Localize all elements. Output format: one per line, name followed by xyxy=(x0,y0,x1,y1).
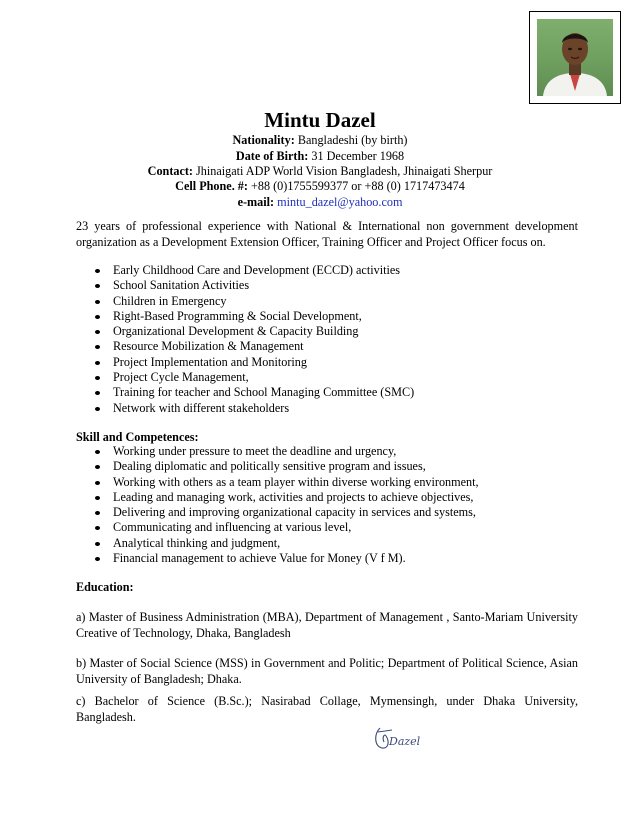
skill-item: Dealing diplomatic and politically sensitive program and issues, xyxy=(92,459,479,474)
dob-value: 31 December 1968 xyxy=(308,149,405,163)
dob-line xyxy=(60,148,580,164)
education-item: a) Master of Business Administration (MBA), Department of Management , Santo-Mariam University Creative of Technology, Dhaka, Bangladesh xyxy=(76,610,578,640)
nationality-label: Nationality: xyxy=(232,133,295,147)
skills-list xyxy=(92,444,479,566)
contact-line xyxy=(60,163,580,179)
skill-item: Leading and managing work, activities and projects to achieve objectives, xyxy=(92,490,479,505)
focus-area-item: Resource Mobilization & Management xyxy=(92,339,414,354)
dob-label: Date of Birth: xyxy=(235,149,309,163)
focus-area-item: Early Childhood Care and Development (ECCD) activities xyxy=(92,263,414,278)
nationality-value: Bangladeshi (by birth) xyxy=(294,133,408,147)
skill-item: Working under pressure to meet the deadline and urgency, xyxy=(92,444,479,459)
skill-item: Working with others as a team player within diverse working environment, xyxy=(92,475,479,490)
email-line xyxy=(60,194,580,210)
profile-photo xyxy=(537,19,613,96)
education-item: c) Bachelor of Science (B.Sc.); Nasirabad Collage, Mymensingh, under Dhaka University, Bangladesh. xyxy=(76,694,578,724)
education-heading: Education: xyxy=(76,580,134,594)
focus-area-item: Project Cycle Management, xyxy=(92,370,414,385)
skill-item: Communicating and influencing at various level, xyxy=(92,520,479,535)
profile-photo-frame xyxy=(529,11,621,104)
phone-value: +88 (0)1755599377 or +88 (0) 1717473474 xyxy=(247,179,465,193)
focus-area-item: Children in Emergency xyxy=(92,294,414,309)
email-label: e-mail: xyxy=(237,195,275,209)
signature-text: Dazel xyxy=(389,735,421,748)
focus-area-item: Training for teacher and School Managing Committee (SMC) xyxy=(92,385,414,400)
email-link[interactable]: mintu_dazel@yahoo.com xyxy=(274,195,403,209)
candidate-name: Mintu Dazel xyxy=(264,108,376,132)
focus-area-item: Right-Based Programming & Social Development, xyxy=(92,309,414,324)
skill-item: Analytical thinking and judgment, xyxy=(92,536,479,551)
skill-item: Financial management to achieve Value for Money (V f M). xyxy=(92,551,479,566)
focus-area-list xyxy=(92,263,414,416)
focus-area-item: Project Implementation and Monitoring xyxy=(92,355,414,370)
education-item: b) Master of Social Science (MSS) in Government and Politic; Department of Political Science, Asian University of Bangladesh; Dhaka. xyxy=(76,656,578,686)
skill-item: Delivering and improving organizational capacity in services and systems, xyxy=(92,505,479,520)
portrait-illustration xyxy=(537,19,613,96)
focus-area-item: Network with different stakeholders xyxy=(92,401,414,416)
phone-label: Cell Phone. #: xyxy=(175,179,248,193)
focus-area-item: Organizational Development & Capacity Building xyxy=(92,324,414,339)
phone-line xyxy=(60,178,580,194)
contact-label: Contact: xyxy=(147,164,193,178)
skills-heading: Skill and Competences: xyxy=(76,430,199,444)
contact-value: Jhinaigati ADP World Vision Bangladesh, Jhinaigati Sherpur xyxy=(193,164,493,178)
summary-paragraph: 23 years of professional experience with National & International non government development organization as a Development Extension Officer, Training Officer and Project Officer focus on. xyxy=(76,219,578,249)
nationality-line xyxy=(60,132,580,148)
focus-area-item: School Sanitation Activities xyxy=(92,278,414,293)
signature-mark xyxy=(372,724,432,752)
